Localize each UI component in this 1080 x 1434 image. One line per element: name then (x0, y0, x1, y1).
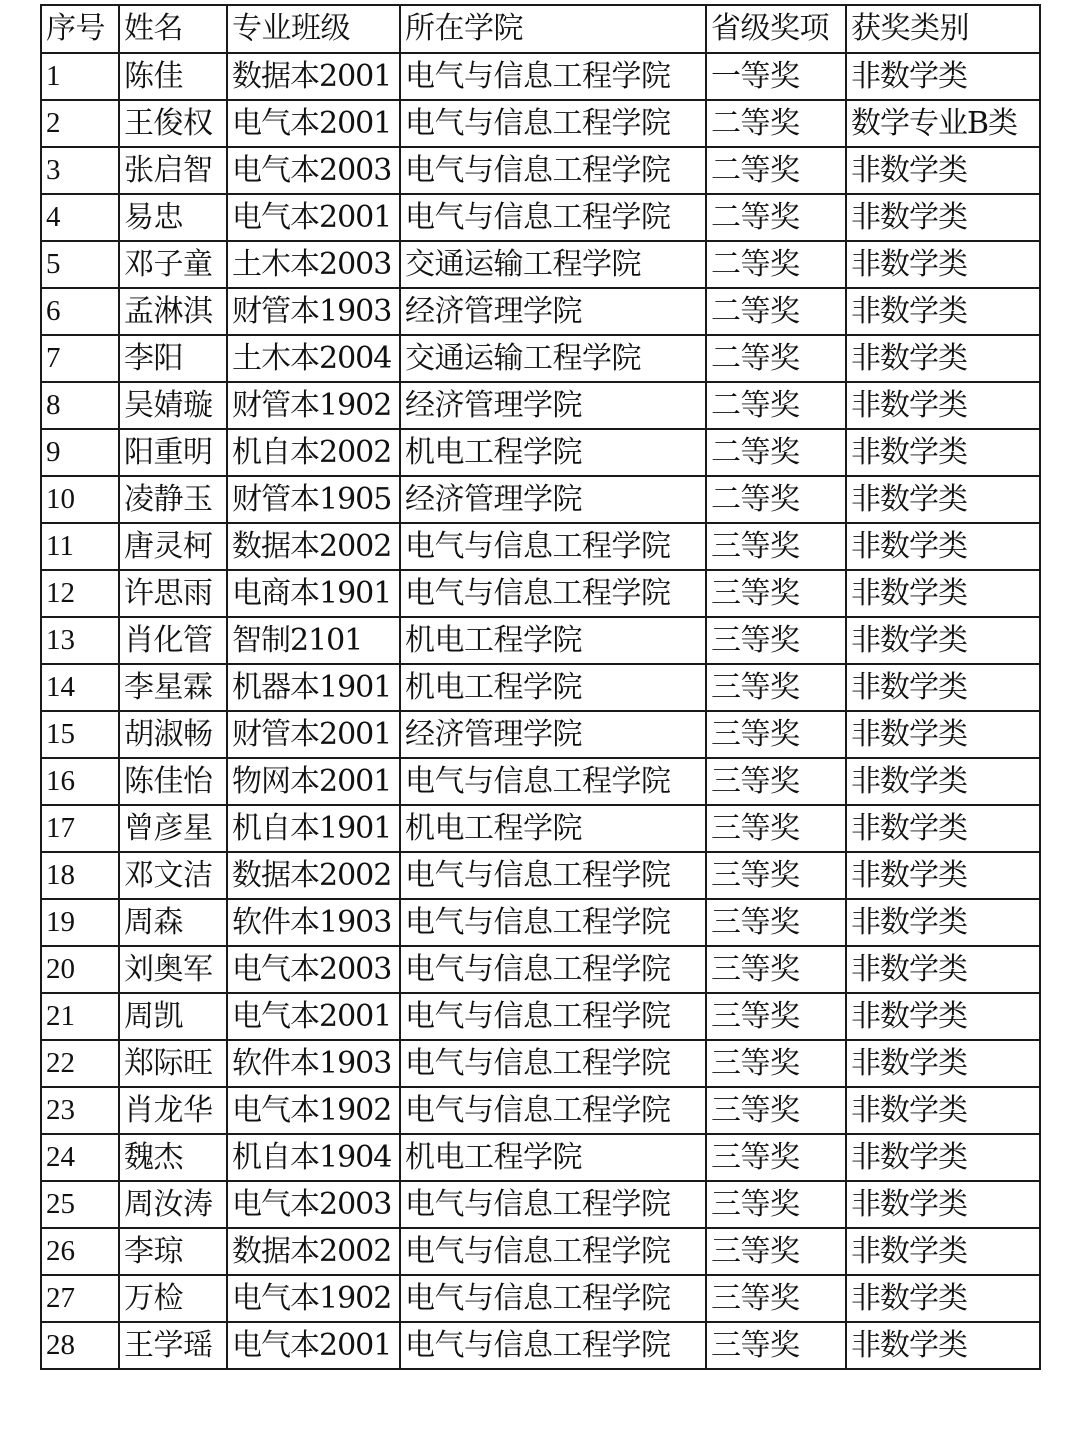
cell-name: 唐灵柯 (119, 523, 227, 570)
cell-name: 许思雨 (119, 570, 227, 617)
table-row (41, 570, 1040, 617)
header-college: 所在学院 (400, 5, 706, 53)
cell-college: 电气与信息工程学院 (400, 1087, 706, 1134)
cell-award: 三等奖 (706, 1322, 846, 1369)
cell-class: 数据本2002 (227, 1228, 400, 1275)
cell-category: 非数学类 (846, 664, 1040, 711)
cell-seq: 9 (41, 429, 119, 476)
cell-name: 陈佳怡 (119, 758, 227, 805)
cell-seq: 6 (41, 288, 119, 335)
cell-college: 电气与信息工程学院 (400, 852, 706, 899)
cell-class: 土木本2004 (227, 335, 400, 382)
table-row (41, 100, 1040, 147)
cell-seq: 1 (41, 53, 119, 100)
cell-class: 机器本1901 (227, 664, 400, 711)
cell-seq: 21 (41, 993, 119, 1040)
cell-college: 交通运输工程学院 (400, 241, 706, 288)
cell-category: 数学专业B类 (846, 100, 1040, 147)
cell-college: 电气与信息工程学院 (400, 100, 706, 147)
cell-college: 经济管理学院 (400, 288, 706, 335)
cell-seq: 8 (41, 382, 119, 429)
cell-college: 电气与信息工程学院 (400, 523, 706, 570)
cell-category: 非数学类 (846, 1228, 1040, 1275)
cell-award: 三等奖 (706, 1087, 846, 1134)
cell-category: 非数学类 (846, 899, 1040, 946)
cell-class: 电气本2003 (227, 946, 400, 993)
cell-category: 非数学类 (846, 852, 1040, 899)
cell-category: 非数学类 (846, 1040, 1040, 1087)
cell-name: 郑际旺 (119, 1040, 227, 1087)
cell-college: 电气与信息工程学院 (400, 758, 706, 805)
cell-category: 非数学类 (846, 147, 1040, 194)
cell-award: 二等奖 (706, 100, 846, 147)
cell-award: 一等奖 (706, 53, 846, 100)
cell-award: 二等奖 (706, 429, 846, 476)
cell-class: 电商本1901 (227, 570, 400, 617)
table-header-row (41, 5, 1040, 53)
cell-college: 经济管理学院 (400, 711, 706, 758)
cell-award: 三等奖 (706, 758, 846, 805)
cell-name: 邓子童 (119, 241, 227, 288)
table-row (41, 711, 1040, 758)
cell-class: 电气本2003 (227, 1181, 400, 1228)
cell-class: 财管本1902 (227, 382, 400, 429)
cell-category: 非数学类 (846, 617, 1040, 664)
cell-seq: 25 (41, 1181, 119, 1228)
cell-class: 财管本2001 (227, 711, 400, 758)
table-row (41, 1087, 1040, 1134)
cell-seq: 26 (41, 1228, 119, 1275)
table-row (41, 288, 1040, 335)
cell-award: 三等奖 (706, 664, 846, 711)
cell-seq: 4 (41, 194, 119, 241)
cell-award: 二等奖 (706, 382, 846, 429)
cell-category: 非数学类 (846, 241, 1040, 288)
header-award: 省级奖项 (706, 5, 846, 53)
table-row (41, 1322, 1040, 1369)
table-row (41, 523, 1040, 570)
cell-name: 周汝涛 (119, 1181, 227, 1228)
cell-college: 电气与信息工程学院 (400, 53, 706, 100)
cell-college: 电气与信息工程学院 (400, 570, 706, 617)
cell-college: 交通运输工程学院 (400, 335, 706, 382)
cell-class: 软件本1903 (227, 1040, 400, 1087)
cell-seq: 14 (41, 664, 119, 711)
cell-college: 机电工程学院 (400, 664, 706, 711)
cell-class: 软件本1903 (227, 899, 400, 946)
cell-seq: 27 (41, 1275, 119, 1322)
cell-name: 邓文洁 (119, 852, 227, 899)
cell-seq: 17 (41, 805, 119, 852)
cell-class: 电气本2003 (227, 147, 400, 194)
cell-name: 李星霖 (119, 664, 227, 711)
cell-class: 土木本2003 (227, 241, 400, 288)
table-body (41, 53, 1040, 1369)
cell-college: 电气与信息工程学院 (400, 1040, 706, 1087)
cell-name: 刘奥军 (119, 946, 227, 993)
cell-class: 数据本2001 (227, 53, 400, 100)
cell-category: 非数学类 (846, 288, 1040, 335)
cell-name: 张启智 (119, 147, 227, 194)
cell-college: 电气与信息工程学院 (400, 1181, 706, 1228)
cell-college: 电气与信息工程学院 (400, 1228, 706, 1275)
cell-name: 周森 (119, 899, 227, 946)
cell-category: 非数学类 (846, 1087, 1040, 1134)
table-row (41, 852, 1040, 899)
cell-award: 三等奖 (706, 1228, 846, 1275)
cell-seq: 13 (41, 617, 119, 664)
cell-class: 数据本2002 (227, 523, 400, 570)
cell-category: 非数学类 (846, 194, 1040, 241)
cell-college: 经济管理学院 (400, 476, 706, 523)
cell-seq: 10 (41, 476, 119, 523)
table-row (41, 758, 1040, 805)
cell-category: 非数学类 (846, 335, 1040, 382)
cell-award: 三等奖 (706, 899, 846, 946)
cell-category: 非数学类 (846, 805, 1040, 852)
cell-college: 机电工程学院 (400, 805, 706, 852)
cell-award: 三等奖 (706, 711, 846, 758)
cell-award: 二等奖 (706, 147, 846, 194)
cell-college: 电气与信息工程学院 (400, 946, 706, 993)
cell-name: 曾彦星 (119, 805, 227, 852)
table-row (41, 147, 1040, 194)
cell-seq: 7 (41, 335, 119, 382)
cell-class: 财管本1905 (227, 476, 400, 523)
cell-class: 电气本1902 (227, 1275, 400, 1322)
cell-seq: 22 (41, 1040, 119, 1087)
table-row (41, 335, 1040, 382)
cell-class: 机自本1904 (227, 1134, 400, 1181)
cell-seq: 11 (41, 523, 119, 570)
cell-category: 非数学类 (846, 1134, 1040, 1181)
table-row (41, 476, 1040, 523)
table-row (41, 194, 1040, 241)
cell-category: 非数学类 (846, 1275, 1040, 1322)
cell-award: 二等奖 (706, 241, 846, 288)
cell-award: 三等奖 (706, 946, 846, 993)
cell-name: 万检 (119, 1275, 227, 1322)
cell-category: 非数学类 (846, 993, 1040, 1040)
cell-award: 二等奖 (706, 194, 846, 241)
cell-name: 陈佳 (119, 53, 227, 100)
cell-name: 魏杰 (119, 1134, 227, 1181)
cell-name: 胡淑畅 (119, 711, 227, 758)
cell-college: 机电工程学院 (400, 429, 706, 476)
cell-college: 机电工程学院 (400, 1134, 706, 1181)
cell-category: 非数学类 (846, 523, 1040, 570)
cell-seq: 19 (41, 899, 119, 946)
cell-name: 易忠 (119, 194, 227, 241)
cell-seq: 3 (41, 147, 119, 194)
table-row (41, 53, 1040, 100)
table-row (41, 382, 1040, 429)
cell-name: 孟淋淇 (119, 288, 227, 335)
cell-name: 凌静玉 (119, 476, 227, 523)
cell-award: 二等奖 (706, 288, 846, 335)
header-seq: 序号 (41, 5, 119, 53)
cell-college: 电气与信息工程学院 (400, 1322, 706, 1369)
cell-seq: 16 (41, 758, 119, 805)
cell-college: 机电工程学院 (400, 617, 706, 664)
cell-class: 电气本2001 (227, 194, 400, 241)
table-row (41, 1275, 1040, 1322)
cell-category: 非数学类 (846, 758, 1040, 805)
cell-award: 三等奖 (706, 1181, 846, 1228)
cell-class: 物网本2001 (227, 758, 400, 805)
table-row (41, 1134, 1040, 1181)
cell-award: 三等奖 (706, 1040, 846, 1087)
table-row (41, 664, 1040, 711)
cell-category: 非数学类 (846, 711, 1040, 758)
table-row (41, 1228, 1040, 1275)
cell-category: 非数学类 (846, 382, 1040, 429)
cell-award: 三等奖 (706, 1134, 846, 1181)
cell-award: 三等奖 (706, 852, 846, 899)
cell-name: 王俊权 (119, 100, 227, 147)
cell-name: 周凯 (119, 993, 227, 1040)
cell-class: 机自本1901 (227, 805, 400, 852)
table-row (41, 805, 1040, 852)
table-row (41, 429, 1040, 476)
cell-award: 三等奖 (706, 993, 846, 1040)
cell-name: 肖龙华 (119, 1087, 227, 1134)
cell-category: 非数学类 (846, 476, 1040, 523)
cell-category: 非数学类 (846, 570, 1040, 617)
cell-award: 三等奖 (706, 1275, 846, 1322)
cell-seq: 23 (41, 1087, 119, 1134)
cell-award: 三等奖 (706, 570, 846, 617)
cell-college: 电气与信息工程学院 (400, 899, 706, 946)
cell-name: 阳重明 (119, 429, 227, 476)
cell-seq: 28 (41, 1322, 119, 1369)
cell-category: 非数学类 (846, 1181, 1040, 1228)
cell-award: 二等奖 (706, 476, 846, 523)
cell-college: 电气与信息工程学院 (400, 147, 706, 194)
table-row (41, 617, 1040, 664)
header-name: 姓名 (119, 5, 227, 53)
cell-class: 数据本2002 (227, 852, 400, 899)
table-row (41, 1040, 1040, 1087)
cell-class: 机自本2002 (227, 429, 400, 476)
table-row (41, 241, 1040, 288)
cell-name: 李琼 (119, 1228, 227, 1275)
cell-category: 非数学类 (846, 1322, 1040, 1369)
cell-name: 吴婧璇 (119, 382, 227, 429)
cell-category: 非数学类 (846, 946, 1040, 993)
cell-category: 非数学类 (846, 53, 1040, 100)
cell-seq: 24 (41, 1134, 119, 1181)
cell-seq: 5 (41, 241, 119, 288)
cell-name: 李阳 (119, 335, 227, 382)
cell-class: 财管本1903 (227, 288, 400, 335)
cell-class: 电气本1902 (227, 1087, 400, 1134)
cell-name: 王学瑶 (119, 1322, 227, 1369)
cell-college: 电气与信息工程学院 (400, 194, 706, 241)
cell-award: 三等奖 (706, 805, 846, 852)
cell-category: 非数学类 (846, 429, 1040, 476)
cell-class: 智制2101 (227, 617, 400, 664)
award-table (40, 4, 1041, 1370)
table-row (41, 1181, 1040, 1228)
cell-award: 三等奖 (706, 523, 846, 570)
cell-seq: 2 (41, 100, 119, 147)
header-category: 获奖类别 (846, 5, 1040, 53)
table-row (41, 993, 1040, 1040)
cell-name: 肖化管 (119, 617, 227, 664)
cell-seq: 20 (41, 946, 119, 993)
table-row (41, 899, 1040, 946)
cell-seq: 15 (41, 711, 119, 758)
cell-seq: 12 (41, 570, 119, 617)
cell-college: 经济管理学院 (400, 382, 706, 429)
cell-class: 电气本2001 (227, 100, 400, 147)
cell-college: 电气与信息工程学院 (400, 1275, 706, 1322)
cell-award: 三等奖 (706, 617, 846, 664)
cell-award: 二等奖 (706, 335, 846, 382)
cell-seq: 18 (41, 852, 119, 899)
cell-class: 电气本2001 (227, 1322, 400, 1369)
cell-college: 电气与信息工程学院 (400, 993, 706, 1040)
table-row (41, 946, 1040, 993)
header-class: 专业班级 (227, 5, 400, 53)
cell-class: 电气本2001 (227, 993, 400, 1040)
